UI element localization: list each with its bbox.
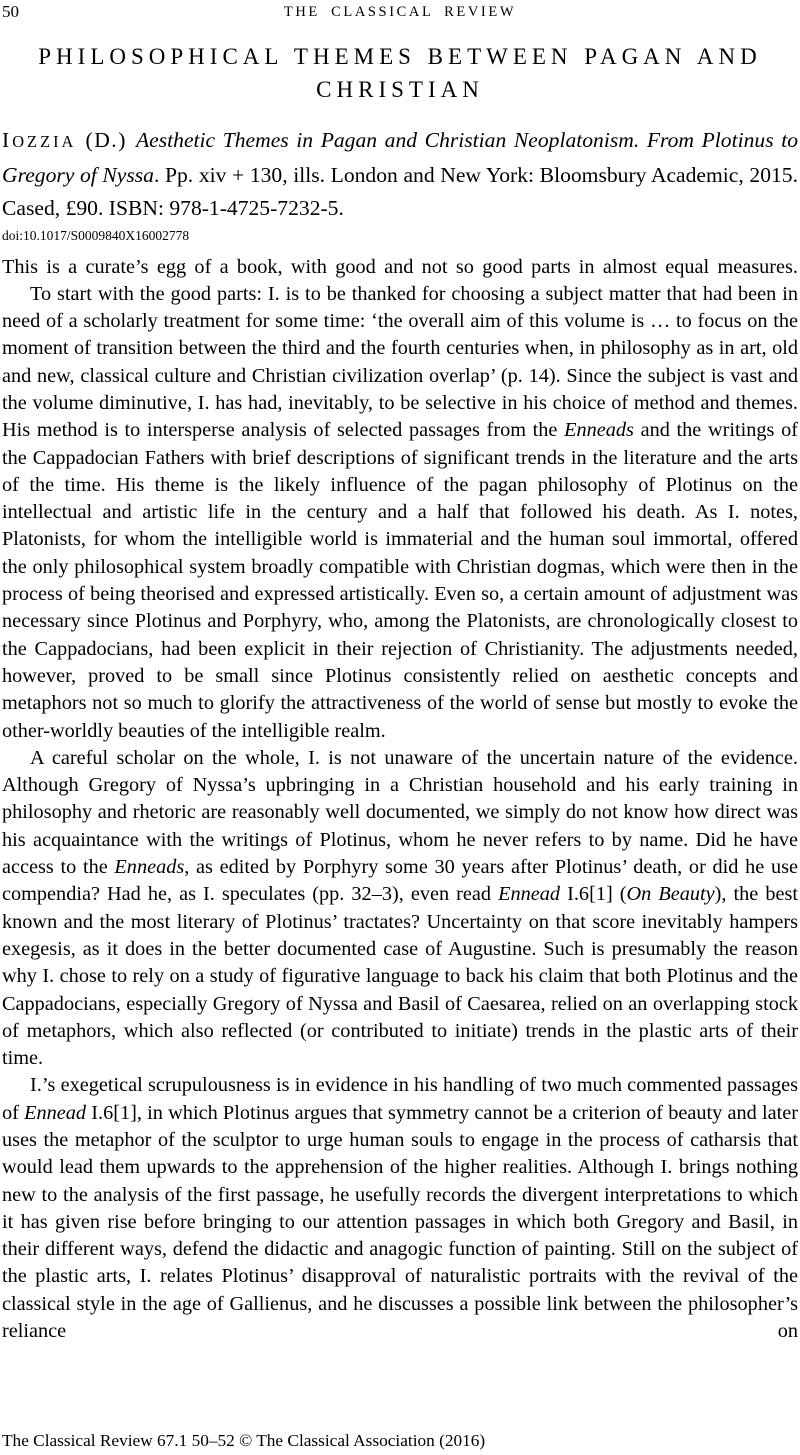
article-title: [2, 40, 798, 106]
book-citation: [2, 124, 798, 226]
review-body: [2, 254, 798, 1346]
text-segment: (D.): [76, 128, 136, 152]
text-segment: To start with the good parts: I. is to be thanked for choosing a subject matter that had been in need of a scholarly treatment for some time: ‘the overall aim of this volume is … to focus on the moment of transition between the third and the fourth centuries when, in philosophy as in art, old and new, classical culture and Christian civilization overlap’ (p. 14). Since the subject is vast and the volume diminutive, I. has had, inevitably, to be selective in his choice of method and themes. His method is to intersperse analysis of selected passages from the: [2, 282, 798, 442]
text-segment: OZZIA: [12, 132, 77, 151]
text-segment: I.6[1] (: [560, 883, 627, 906]
text-segment: I.6[1], in which Plotinus argues that symmetry cannot be a criterion of beauty and later uses the metaphor of the sculptor to urge human souls to engage in the process of catharsis that would lead them upwards to the apprehension of the higher realities. Although I. brings nothing new to the analysis of the first passage, he usefully records the divergent interpretations to which it has given rise before bringing to our attention passages in which both Gregory and Basil, in their different ways, defend the didactic and anagogic function of painting. Still on the subject of the plastic arts, I. relates Plotinus’ disapproval of naturalistic portraits with the revival of the classical style in the age of Gallienus, and he discusses a possible link between the philosopher’s reliance on: [2, 1101, 798, 1343]
review-paragraph: [2, 281, 798, 745]
text-segment: A careful scholar on the whole, I. is not unaware of the uncertain nature of the evidence. Although Gregory of Nyssa’s upbringing in a Christian household and his early training in philosophy and rhetoric are reasonably well documented, we simply do not know how direct was his acquaintance with the writings of Plotinus, whom he never refers to by name. Did he have access to the: [2, 746, 798, 879]
text-segment: Ennead: [24, 1101, 87, 1124]
text-segment: I.’s exegetical scrupulousness is in evidence in his handling of two much commented passages of: [2, 1074, 798, 1124]
review-paragraph: [2, 745, 798, 1073]
text-segment: . Pp. xiv + 130, ills. London and New York: Bloomsbury Academic, 2015. Cased, £90. ISBN: 978-1-4725-7232-5.: [2, 162, 798, 220]
text-segment: and the writings of the Cappadocian Fathers with brief descriptions of significant trends in the literature and the arts of the time. His theme is the likely influence of the pagan philosophy of Plotinus on the intellectual and artistic life in the century and a half that followed his death. As I. notes, Platonists, for whom the intelligible world is immaterial and the human soul immortal, offered the only philosophical system broadly compatible with Christian dogmas, which were then in the process of being theorised and expressed artistically. Even so, a certain amount of adjustment was necessary since Plotinus and Porphyry, who, among the Platonists, are chronologically closest to the Cappadocians, had been explicit in their rejection of Christianity. The adjustments needed, however, proved to be small since Plotinus consistently relied on aesthetic concepts and metaphors not so much to glorify the attractiveness of the world of sense but mostly to evoke the other-worldly beauties of the intelligible realm.: [2, 419, 798, 742]
journal-name: THE CLASSICAL REVIEW: [283, 4, 517, 20]
article-title-line-1: PHILOSOPHICAL THEMES BETWEEN PAGAN AND: [38, 44, 762, 69]
text-segment: ), the best known and the most literary of Plotinus’ tractates? Uncertainty on that score inevitably hampers exegesis, as it does in the better documented case of Augustine. Such is presumably the reason why I. chose to rely on a study of figurative language to back his claim that both Plotinus and the Cappadocians, especially Gregory of Nyssa and Basil of Caesarea, relied on an overlapping stock of metaphors, which also reflected (or contributed to initiate) trends in the plastic arts of their time.: [2, 883, 799, 1070]
text-segment: Enneads: [114, 856, 185, 879]
text-segment: Aesthetic Themes in Pagan and Christian Neoplatonism. From Plotinus to Gregory of Nyssa: [2, 128, 798, 187]
review-paragraph: [2, 254, 798, 281]
review-paragraph: [2, 1072, 798, 1345]
text-segment: Enneads: [564, 419, 634, 442]
text-segment: , as edited by Porphyry some 30 years after Plotinus’ death, or did he use compendia? Had he, as I. speculates (pp. 32–3), even read: [2, 856, 798, 906]
text-segment: Ennead: [498, 883, 561, 906]
article-title-line-2: CHRISTIAN: [316, 77, 484, 102]
doi: doi:10.1017/S0009840X16002778: [2, 227, 190, 243]
running-header: [2, 2, 798, 23]
page-footer: The Classical Review 67.1 50–52 © The Classical Association (2016): [2, 1431, 486, 1450]
text-segment: On Beauty: [626, 883, 715, 906]
text-segment: This is a curate’s egg of a book, with good and not so good parts in almost equal measures.: [2, 255, 798, 278]
text-segment: I: [2, 128, 13, 152]
page-number: 50: [2, 2, 19, 21]
